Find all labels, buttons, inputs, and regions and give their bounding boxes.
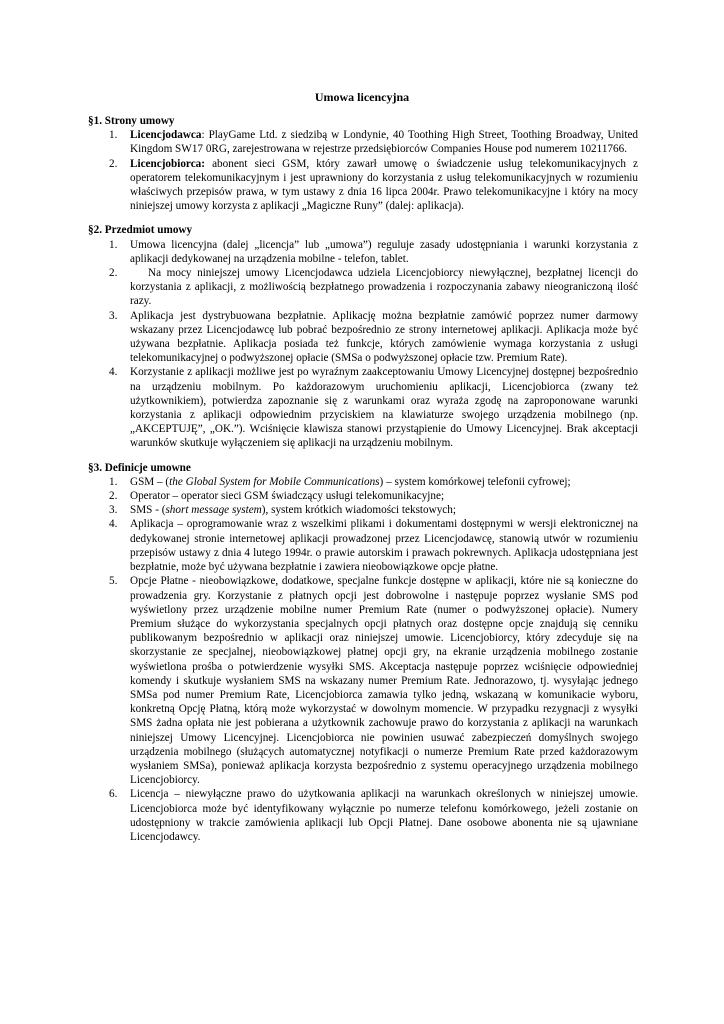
- item-text: ) – system komórkowej telefonii cyfrowej;: [379, 475, 571, 488]
- item-text: : PlayGame Ltd. z siedzibą w Londynie, 40 Toothing High Street, Toothing Broadway, United Kingdom SW17 0RG, zarejestrowana w rejestrze przedsiębiorców Companies House pod numerem 10211766.: [130, 129, 638, 156]
- item-italic: short message system: [165, 504, 262, 517]
- document-body: [88, 114, 638, 854]
- item-number: 1.: [109, 129, 118, 142]
- section-heading: §2. Przedmiot umowy: [88, 224, 193, 237]
- list-item: [88, 238, 638, 266]
- item-text: Aplikacja jest dystrybuowana bezpłatnie. Aplikację można bezpłatnie zamówić poprzez numer darmowy wskazany przez Licencjodawcę lub pobrać bezpośrednio ze strony internetowej aplikacji. Aplikacja może być używana bezpłatnie. Aplikacja posiada też funkcje, których zamówienie wymaga korzystania z usługi telekomunikacyjnej o podwyższonej opłacie (SMSa o podwyższonej opłacie tzw. Premium Rate).: [130, 309, 638, 365]
- item-text: Na mocy niniejszej umowy Licencjodawca udziela Licencjobiorcy niewyłącznej, bezpłatnej licencji do korzystania z aplikacji, z możliwością bezpłatnego prowadzenia i rozpoczynania zabawy nieograniczoną ilość razy.: [130, 267, 638, 308]
- list-item: [88, 266, 638, 309]
- section-heading: §1. Strony umowy: [88, 115, 175, 127]
- item-number: 6.: [109, 788, 118, 801]
- item-number: 4.: [109, 366, 118, 379]
- section-list: [88, 475, 638, 844]
- item-pre: GSM – (: [130, 475, 170, 488]
- item-text: ), system krótkich wiadomości tekstowych;: [261, 504, 456, 517]
- item-number: 1.: [109, 238, 118, 251]
- section-heading: §3. Definicje umowne: [88, 461, 191, 474]
- list-item: [88, 517, 638, 574]
- item-text: Operator – operator sieci GSM świadczący usługi telekomunikacyjne;: [130, 490, 445, 503]
- list-item: [88, 574, 638, 787]
- section-definitions: [88, 461, 638, 844]
- item-text: Aplikacja – oprogramowanie wraz z wszelkimi plikami i dokumentami dostępnymi w wersji elektronicznej na dedykowanej stronie internetowej aplikacji prowadzonej przez Licencjodawcę, stanowią utwór w rozumieniu przepisów ustawy z dnia 4 lutego 1994r. o prawie autorskim i prawach pokrewnych. Aplikacja udostępniana jest bezpłatnie, może być używana bezpłatnie i zawiera nieobowiązkowe opcje płatne.: [130, 518, 638, 574]
- section-list: [88, 128, 638, 213]
- section-list: [88, 238, 638, 451]
- list-item: [88, 365, 638, 450]
- item-number: 3.: [109, 504, 118, 517]
- list-item: [88, 157, 638, 214]
- item-lead: Licencjodawca: [130, 129, 202, 142]
- list-item: [88, 309, 638, 366]
- item-number: 4.: [109, 518, 118, 531]
- list-item: [88, 787, 638, 844]
- item-text: Licencja – niewyłączne prawo do użytkowania aplikacji na warunkach określonych w niniejszej umowie. Licencjobiorca może być identyfikowany wyłącznie po numerze telefonu komórkowego, jeżeli zostanie on udostępniony w trakcie zamówienia aplikacji lub Opcji Płatnej. Dane osobowe abonenta nie są ujawniane Licencjodawcy.: [130, 788, 638, 843]
- item-number: 2.: [109, 157, 118, 170]
- list-item: [88, 489, 638, 503]
- item-lead: Licencjobiorca:: [130, 157, 205, 170]
- item-text: Umowa licencyjna (dalej „licencja” lub „umowa”) reguluje zasady udostępniania i warunki korzystania z aplikacji dedykowanej na urządzenia mobilne - telefon, tablet.: [130, 238, 638, 265]
- item-pre: SMS - (: [130, 504, 166, 517]
- item-number: 3.: [109, 309, 118, 322]
- list-item: [88, 503, 638, 517]
- item-text: abonent sieci GSM, który zawarł umowę o świadczenie usług telekomunikacyjnych z operatorem telekomunikacyjnym i jest uprawniony do korzystania z usług telekomunikacyjnych w rozumieniu właściwych przepisów prawa, w tym ustawy z dnia 16 lipca 2004r. Prawo telekomunikacyjne i który na mocy niniejszej umowy korzysta z aplikacji „Magiczne Runy” (dalej: aplikacja).: [130, 157, 638, 213]
- item-number: 1.: [109, 475, 118, 488]
- item-italic: the Global System for Mobile Communications: [169, 475, 380, 488]
- item-text: Korzystanie z aplikacji możliwe jest po wyraźnym zaakceptowaniu Umowy Licencyjnej dostępnej bezpośrednio na urządzeniu mobilnym. Po każdorazowym uruchomieniu aplikacji, Licencjobiorca (zwany też użytkownikiem), potwierdza zapoznanie się z warunkami oraz wyraża zgodę na zaproponowane warunki korzystania z aplikacji odpowiednim przyciskiem na klawiaturze swojego urządzenia mobilnego (np. „AKCEPTUJĘ”, „OK.”). Wciśnięcie klawisza stanowi przystąpienie do Umowy Licencyjnej. Brak akceptacji warunków skutkuje wyłączeniem się aplikacji na urządzeniu mobilnym.: [130, 366, 638, 450]
- item-text: Opcje Płatne - nieobowiązkowe, dodatkowe, specjalne funkcje dostępne w aplikacji, które nie są konieczne do prowadzenia gry. Korzystanie z płatnych opcji jest dobrowolne i następuje poprzez wysłanie SMS pod wyświetlony przez urządzenie mobilne numer Premium Rate (numer o podwyższonej opłacie). Numery Premium służące do wykorzystania specjalnych opcji płatnych oraz dostępne opcje znajdują się cenniku publikowanym bezpośrednio w aplikacji oraz niniejszej umowie. Licencjobiorcy, który zdecyduje się na skorzystanie ze specjalnej, nieobowiązkowej płatnej opcji gry, na ekranie urządzenia mobilnego zostanie wyświetlona prośba o potwierdzenie wysyłki SMS. Akceptacja następuje poprzez wciśnięcie odpowiedniej komendy i skutkuje wysłaniem SMS na wskazany numer Premium Rate. Jednorazowo, tj. wysyłając jednego SMSa pod numer Premium Rate, Licencjobiorca zamawia tylko jedną, wskazaną w komunikacie wyboru, konkretną Opcję Płatną, którą może wykorzystać w dowolnym momencie. W przypadku rezygnacji z wysyłki SMS żadna opłata nie jest pobierana a użytkownik zachowuje prawo do korzystania z aplikacji na warunkach niniejszej Umowy Licencyjnej. Licencjobiorca nie powinien usuwać zabezpieczeń domyślnych swojego urządzenia mobilnego (służących automatycznej notyfikacji o numerze Premium Rate przed każdorazowym wysłaniem SMSa), ponieważ aplikacja korzysta bezpośrednio z systemu operacyjnego urządzenia mobilnego Licencjobiorcy.: [130, 575, 638, 787]
- item-number: 2.: [109, 490, 118, 503]
- section-parties: [88, 114, 638, 213]
- list-item: [88, 128, 638, 156]
- item-number: 2.: [109, 267, 118, 280]
- section-subject: [88, 223, 638, 450]
- document-title: Umowa licencyjna: [314, 90, 410, 104]
- item-number: 5.: [109, 575, 118, 588]
- list-item: [88, 475, 638, 489]
